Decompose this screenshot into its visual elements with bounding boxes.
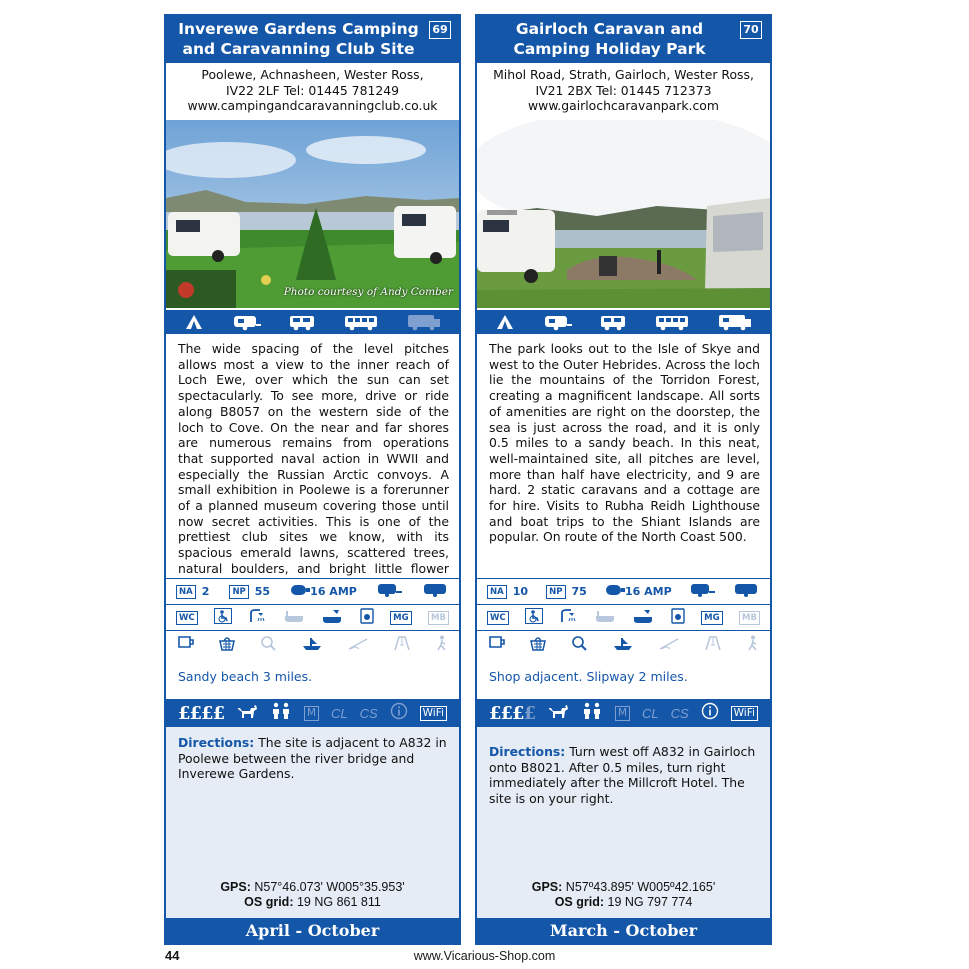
amp-value: 16 AMP — [624, 585, 672, 598]
washing-machine-icon — [671, 608, 685, 627]
price-solid: £££ — [489, 702, 524, 724]
gas-icon — [176, 635, 194, 654]
shower-icon — [559, 608, 577, 627]
directions-label: Directions: — [178, 735, 255, 750]
info-icon — [390, 702, 408, 724]
phone-line: IV22 2LF Tel: 01445 781249 — [226, 82, 399, 98]
cs-badge: CS — [359, 705, 378, 721]
info-search-icon — [571, 635, 589, 654]
site-number: 70 — [740, 21, 762, 39]
unit-types-bar — [166, 310, 459, 334]
gps-value: N57°46.073' W005°35.953' — [254, 880, 405, 894]
gps-line — [166, 880, 459, 895]
wifi-badge: WiFi — [420, 706, 447, 721]
gps-label: GPS: — [531, 880, 563, 894]
price-bar — [166, 699, 459, 727]
price-bar — [477, 699, 770, 727]
site-address — [477, 67, 770, 119]
washing-machine-icon — [360, 608, 374, 627]
np-label: NP — [229, 585, 248, 599]
np-count: 75 — [571, 585, 587, 598]
gps-value: N57º43.895' W005º42.165' — [565, 880, 716, 894]
price-dim: £ — [523, 702, 536, 724]
gps-line — [477, 880, 770, 895]
gps-block — [166, 880, 459, 910]
disabled-access-icon — [525, 608, 543, 627]
directions-text: The site is adjacent to A832 in Poolewe between the river bridge and Inverewe Gardens. — [178, 735, 447, 781]
dogs-allowed-icon — [236, 702, 258, 724]
os-value: 19 NG 861 811 — [296, 895, 381, 909]
shop-icon — [218, 635, 236, 654]
season-bar: April - October — [166, 918, 459, 943]
site-photo — [166, 120, 459, 308]
tent-icon — [183, 313, 205, 331]
website-link[interactable]: www.campingandcaravanningclub.co.uk — [187, 98, 438, 113]
playground-icon — [393, 635, 411, 654]
directions-text: Turn west off A832 in Gairloch onto B8021. After 0.5 miles, turn right immediately after the Millcroft Hotel. The site is on your right. — [489, 744, 756, 806]
caravan-icon — [543, 313, 573, 331]
site-number: 69 — [429, 21, 451, 39]
walking-icon — [435, 635, 449, 654]
amp-value: 16 AMP — [310, 585, 357, 598]
cs-badge: CS — [670, 705, 689, 721]
np-count: 55 — [254, 585, 271, 598]
site-card-70 — [475, 14, 772, 945]
unit-types-bar — [477, 310, 770, 334]
directions-panel — [166, 727, 459, 920]
site-note: Sandy beach 3 miles. — [178, 669, 313, 684]
laundry-icon — [632, 608, 654, 627]
electric-hookup-icon — [290, 583, 310, 600]
gps-block — [477, 880, 770, 910]
description-text: The wide spacing of the level pitches allows most a view to the inner reach of Loch Ewe, over which the sun can set spectacularly. To see more, drive or ride along B8057 on the western side of the loch to Cove. On the near and far shores are numerous remains from operations that supported naval action in WWII and especially the Russian Arctic convoys. A small exhibition in Poolewe is a forerunner of a planned museum covering those until now secret activities. This is one of the prettiest club sites we know, with its spacious emerald lawns, scattered trees, natural boulders, and bright little flower — [178, 341, 449, 576]
na-count: 2 — [201, 585, 210, 598]
m-badge: M — [615, 706, 630, 721]
price-solid: ££££ — [178, 702, 225, 724]
electric-hookup-icon — [605, 583, 625, 600]
static-caravan-icon — [423, 582, 449, 601]
gas-icon — [487, 635, 505, 654]
caravan-icon — [232, 313, 262, 331]
footer-url[interactable]: www.Vicarious-Shop.com — [413, 949, 556, 963]
price-rating — [489, 703, 535, 724]
wifi-badge: WiFi — [731, 706, 758, 721]
info-icon — [701, 702, 719, 724]
m-badge: M — [304, 706, 319, 721]
card-header — [166, 16, 459, 63]
facilities-row-1 — [166, 578, 459, 604]
address-line: Poolewe, Achnasheen, Wester Ross, — [201, 67, 424, 82]
na-count: 10 — [512, 585, 529, 598]
laundry-icon — [321, 608, 343, 627]
site-title: Inverewe Gardens Camping and Caravanning Club Site — [178, 20, 419, 58]
walking-icon — [746, 635, 760, 654]
campervan-icon — [288, 313, 316, 331]
dogs-allowed-icon — [547, 702, 569, 724]
facilities-row-2 — [166, 604, 459, 630]
fishing-icon — [347, 635, 369, 654]
season-bar: March - October — [477, 918, 770, 943]
caravan-storage-icon — [377, 582, 403, 601]
directions-panel — [477, 727, 770, 920]
np-label: NP — [546, 585, 565, 599]
info-search-icon — [260, 635, 278, 654]
disabled-access-icon — [214, 608, 232, 627]
page-number: 44 — [165, 948, 180, 963]
family-icon — [581, 702, 603, 724]
static-caravan-icon — [734, 582, 760, 601]
campervan-icon — [599, 313, 627, 331]
photo-credit: Photo courtesy of Andy Comber — [283, 286, 453, 298]
mb-icon: MB — [739, 611, 760, 625]
gps-label: GPS: — [220, 880, 251, 894]
description-text: The park looks out to the Isle of Skye and west to the Outer Hebrides. Across the loch lie the mountains of the Torridon Forest, creating a magnificent landscape. All sorts of amenities are right on the doorstep, the sea is just across the road, and it is only 0.5 miles to a sandy beach. In this neat, well-maintained site, all pitches are level, more than half have electricity, and 9 are hard. 2 static caravans and a cottage are for hire. Visits to Rubha Reidh Lighthouse and boat trips to the Shiant Islands are popular. On route of the North Coast 500. — [489, 341, 760, 545]
shop-icon — [529, 635, 547, 654]
site-description — [489, 341, 760, 578]
tent-icon — [494, 313, 516, 331]
website-link[interactable]: www.gairlochcaravanpark.com — [528, 98, 719, 113]
mb-icon: MB — [428, 611, 449, 625]
cl-badge: CL — [331, 705, 348, 721]
large-motorhome-icon — [406, 313, 442, 331]
os-value: 19 NG 797 774 — [607, 895, 693, 909]
site-photo — [477, 120, 770, 308]
family-icon — [270, 702, 292, 724]
wc-icon: WC — [487, 611, 509, 625]
site-description — [178, 341, 449, 578]
cl-badge: CL — [642, 705, 659, 721]
site-card-69 — [164, 14, 461, 945]
card-header — [477, 16, 770, 63]
na-label: NA — [487, 585, 507, 599]
wc-icon: WC — [176, 611, 198, 625]
facilities-row-1 — [477, 578, 770, 604]
motorhome-icon — [343, 313, 379, 331]
directions-block — [178, 735, 449, 782]
shower-icon — [248, 608, 266, 627]
playground-icon — [704, 635, 722, 654]
motorhome-icon — [654, 313, 690, 331]
slipway-icon — [612, 635, 634, 654]
directions-block — [489, 744, 760, 806]
address-line: Mihol Road, Strath, Gairloch, Wester Ross, — [493, 67, 754, 82]
slipway-icon — [301, 635, 323, 654]
os-label: OS grid: — [554, 895, 605, 909]
facilities-row-2 — [477, 604, 770, 630]
facilities-row-3 — [477, 630, 770, 658]
mg-icon: MG — [390, 611, 411, 625]
caravan-storage-icon — [690, 582, 716, 601]
bath-icon — [283, 608, 305, 627]
fishing-icon — [658, 635, 680, 654]
os-line — [166, 895, 459, 910]
phone-line: IV21 2BX Tel: 01445 712373 — [535, 82, 712, 98]
large-motorhome-icon — [717, 313, 753, 331]
os-label: OS grid: — [244, 895, 294, 909]
facilities-row-3 — [166, 630, 459, 658]
bath-icon — [594, 608, 616, 627]
site-title: Gairloch Caravan and Camping Holiday Park — [513, 20, 706, 58]
na-label: NA — [176, 585, 196, 599]
site-address — [166, 67, 459, 119]
mg-icon: MG — [701, 611, 722, 625]
os-line — [477, 895, 770, 910]
price-rating — [178, 703, 224, 724]
directions-label: Directions: — [489, 744, 566, 759]
site-note: Shop adjacent. Slipway 2 miles. — [489, 669, 688, 684]
